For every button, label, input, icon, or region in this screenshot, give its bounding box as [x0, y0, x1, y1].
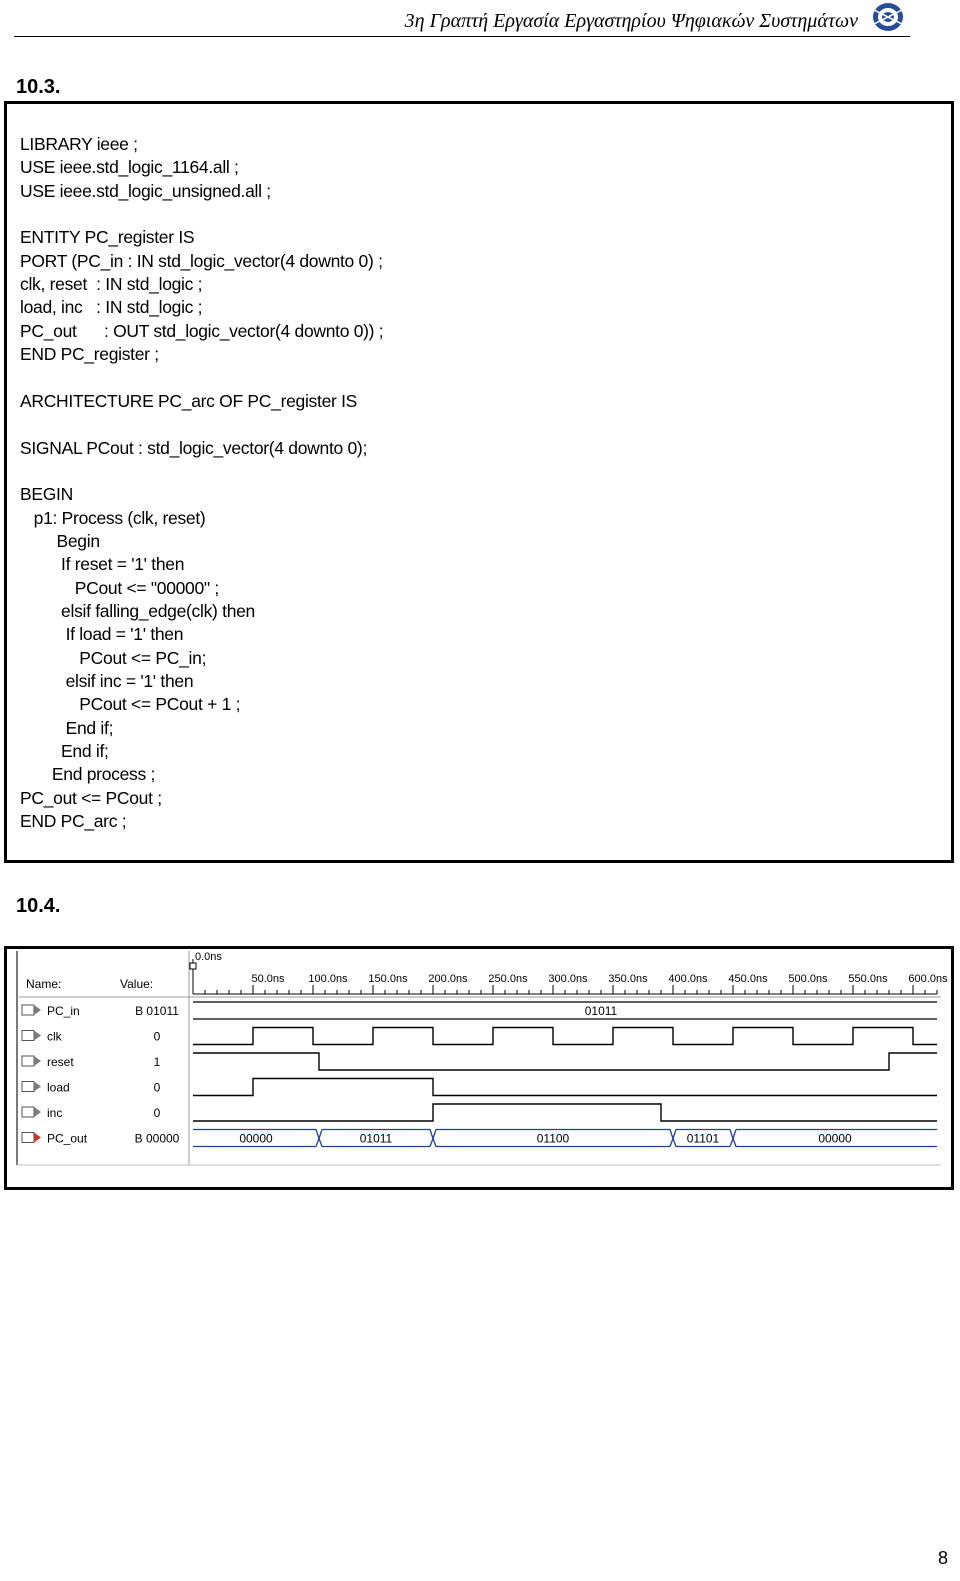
page-header [14, 0, 910, 37]
code-line: END PC_register ; [20, 344, 159, 365]
bus-value-label: 01011 [359, 1131, 393, 1146]
code-line: ENTITY PC_register IS [20, 227, 195, 248]
name-column-header: Name: [26, 977, 62, 991]
time-label: 400.0ns [668, 973, 708, 985]
time-cursor-label: 0.0ns [195, 951, 222, 963]
code-line: PCout <= PC_in; [20, 647, 207, 668]
vhdl-code-box [4, 101, 954, 863]
code-line: END PC_arc ; [20, 811, 127, 832]
page-number: 8 [937, 1548, 948, 1568]
code-line: End if; [20, 741, 109, 762]
code-line: SIGNAL PCout : std_logic_vector(4 downto 0); [20, 437, 368, 458]
signal-value: B 01011 [135, 1004, 179, 1018]
code-line: PC_out <= PCout ; [20, 787, 162, 808]
bus-value-label: 00000 [239, 1131, 273, 1146]
pin-body [22, 1133, 34, 1143]
time-label: 550.0ns [848, 973, 888, 985]
university-logo-icon [870, 0, 906, 34]
signal-name: PC_in [47, 1004, 80, 1018]
signal-name: reset [47, 1055, 74, 1069]
pin-body [22, 1107, 34, 1117]
section-number-10-4: 10.4. [16, 895, 61, 917]
time-label: 350.0ns [608, 973, 648, 985]
code-line: BEGIN [20, 484, 73, 505]
signal-value: 0 [153, 1080, 161, 1095]
code-line: elsif inc = '1' then [20, 671, 194, 692]
time-label: 50.0ns [251, 973, 285, 985]
pin-body [22, 1005, 34, 1015]
signal-name: inc [47, 1106, 63, 1120]
code-line: PORT (PC_in : IN std_logic_vector(4 downto 0) ; [20, 250, 383, 271]
code-line: PC_out : OUT std_logic_vector(4 downto 0)) ; [20, 320, 384, 341]
bus-value-label: 01100 [536, 1131, 570, 1146]
bus-value-label: 00000 [818, 1131, 852, 1146]
pin-body [22, 1031, 34, 1041]
code-line: End if; [20, 717, 114, 738]
bus-value-label: 01101 [686, 1131, 720, 1146]
time-cursor-handle [190, 963, 196, 969]
time-label: 150.0ns [368, 973, 408, 985]
time-label: 600.0ns [908, 973, 948, 985]
time-label: 100.0ns [308, 973, 348, 985]
signal-value: 0 [153, 1106, 161, 1120]
signal-name: load [47, 1080, 70, 1095]
pin-body [22, 1082, 34, 1092]
signal-value: 0 [153, 1029, 161, 1044]
waveform-chart [7, 949, 951, 1187]
code-line: elsif falling_edge(clk) then [20, 601, 255, 621]
section-number-10-3: 10.3. [16, 76, 61, 98]
code-line: End process ; [20, 764, 156, 785]
time-label: 300.0ns [548, 973, 588, 985]
code-line: USE ieee.std_logic_unsigned.all ; [20, 180, 271, 201]
code-line: Begin [20, 530, 100, 551]
signal-value: 1 [153, 1055, 161, 1069]
time-label: 200.0ns [428, 973, 468, 985]
code-line: clk, reset : IN std_logic ; [20, 274, 203, 295]
time-label: 250.0ns [488, 973, 528, 985]
code-line: PCout <= PCout + 1 ; [20, 694, 241, 715]
bus-value-label: 01011 [584, 1004, 618, 1018]
signal-name: clk [47, 1029, 62, 1044]
code-line: ARCHITECTURE PC_arc OF PC_register IS [20, 390, 358, 411]
value-column-header: Value: [120, 977, 154, 991]
code-line: p1: Process (clk, reset) [20, 507, 206, 528]
signal-value: B 00000 [134, 1131, 180, 1146]
code-line: PCout <= "00000" ; [20, 577, 219, 598]
code-line: USE ieee.std_logic_1164.all ; [20, 157, 239, 178]
code-line: load, inc : IN std_logic ; [20, 297, 203, 318]
code-line: If reset = '1' then [20, 554, 185, 575]
waveform-panel [4, 946, 954, 1190]
signal-name: PC_out [47, 1131, 88, 1146]
pin-body [22, 1056, 34, 1066]
code-line: LIBRARY ieee ; [20, 134, 138, 154]
time-label: 450.0ns [728, 973, 768, 985]
code-line: If load = '1' then [20, 624, 184, 645]
header-title: 3η Γραπτή Εργασία Εργαστηρίου Ψηφιακών Συστημάτων [404, 10, 858, 32]
time-label: 500.0ns [788, 973, 828, 985]
